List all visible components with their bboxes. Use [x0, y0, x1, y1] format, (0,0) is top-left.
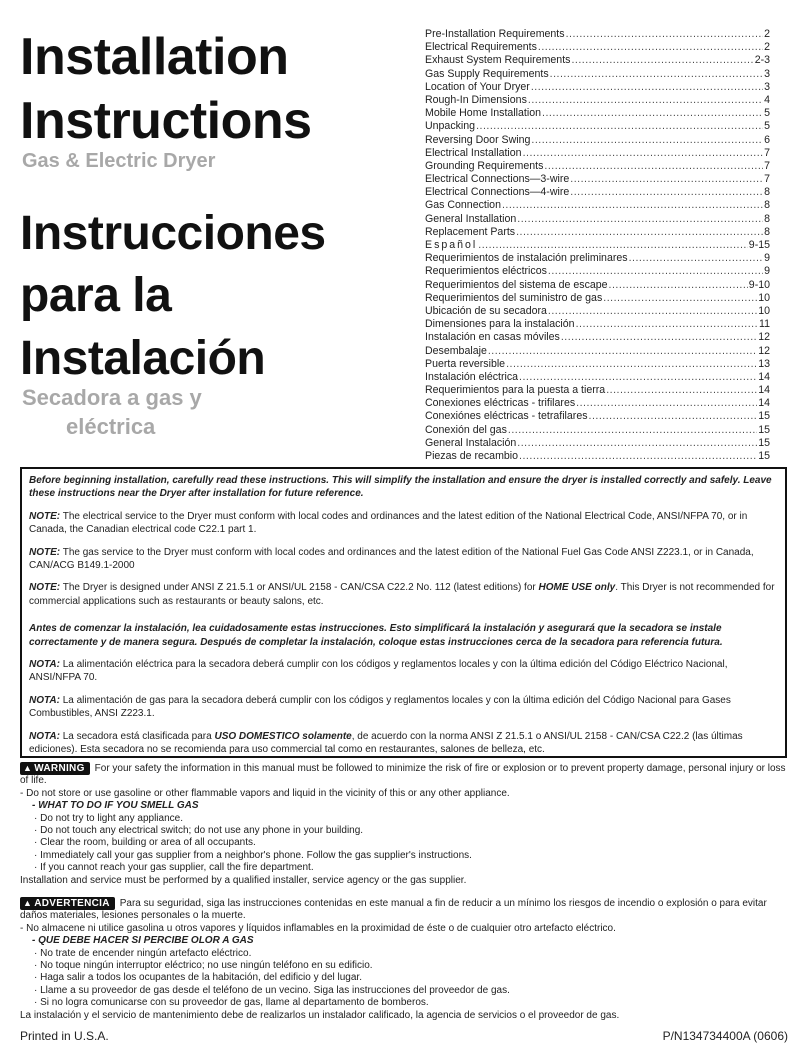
- toc-entry: [425, 107, 770, 120]
- table-of-contents: [425, 28, 770, 463]
- title-instalacion: Instalación: [20, 332, 266, 385]
- toc-dot-leader: [531, 134, 763, 146]
- subtitle-secadora-line2: eléctrica: [66, 414, 156, 439]
- toc-dot-leader: [519, 371, 757, 383]
- nota-text: , de acuerdo con la norma ANSI Z 21.5.1 o ANSI/UL 2158 - CAN/CSA C22.2 (las últimas ediciones). Esta secadora no se recomienda para uso commercial tal como en restaurantes, salones de belleza, etc.: [29, 730, 743, 756]
- toc-entry: [425, 28, 770, 41]
- toc-dot-leader: [538, 41, 763, 53]
- toc-entry: [425, 410, 770, 423]
- nota-label: NOTA:: [29, 659, 60, 671]
- note-label: NOTE:: [29, 582, 61, 594]
- toc-dot-leader: [548, 305, 757, 317]
- advertencia-closing: La instalación y el servicio de mantenimiento debe de realizarlos un instalador calificado, la agencia de servicios o el proveedor de gas.: [20, 1009, 620, 1021]
- toc-entry-label: Electrical Connections—3-wire: [425, 173, 570, 186]
- toc-entry-page: 9-10: [748, 278, 770, 291]
- english-lead-paragraph: Before beginning installation, carefully read these instructions. This will simplify the installation and ensure the dryer is installed correctly and safely. Leave these instructions near the Dryer after installation for future reference.: [29, 475, 772, 500]
- toc-dot-leader: [629, 252, 764, 264]
- warning-triangle-icon: ▲: [23, 898, 33, 908]
- toc-entry: [425, 226, 770, 239]
- title-para-la: para la: [20, 269, 172, 322]
- toc-entry: [425, 41, 770, 54]
- toc-entry-page: 9-15: [748, 239, 770, 251]
- toc-entry-label: Gas Connection: [425, 199, 501, 212]
- toc-entry-label: Electrical Connections—4-wire: [425, 186, 570, 199]
- list-item: · Immediately call your gas supplier from a neighbor's phone. Follow the gas supplier's instructions.: [34, 849, 472, 861]
- toc-entry: [425, 54, 770, 67]
- warning-steps-list: [20, 813, 790, 875]
- subtitle-secadora-line1: Secadora a gas y: [22, 385, 202, 410]
- toc-entry: [425, 371, 770, 384]
- note-label: NOTE:: [29, 510, 61, 522]
- toc-entry-page: 9: [764, 265, 770, 278]
- toc-entry-page: 7: [764, 146, 770, 159]
- toc-entry-label: General Instalación: [425, 436, 517, 449]
- uso-domestico-solamente: USO DOMESTICO solamente: [214, 730, 352, 742]
- list-item: · Do not try to light any appliance.: [34, 812, 183, 824]
- nota-text: La alimentación de gas para la secadora deberá cumplir con los códigos y reglamentos locales y con la última edición del Código Nacional para Gases Combustibles, ANSI Z223.1.: [29, 694, 731, 720]
- title-instrucciones: Instrucciones: [20, 207, 326, 260]
- toc-entry: [425, 147, 770, 160]
- toc-dot-leader: [476, 120, 763, 132]
- toc-entry-page: 3: [764, 67, 770, 80]
- toc-entry-page: 7: [764, 159, 770, 172]
- list-item: · Do not touch any electrical switch; do not use any phone in your building.: [34, 825, 364, 837]
- toc-entry-label: Ubicación de su secadora: [425, 304, 547, 317]
- toc-entry: [425, 120, 770, 133]
- toc-entry-page: 5: [764, 107, 770, 120]
- toc-entry-page: 9: [764, 252, 770, 265]
- toc-entry: [425, 305, 770, 318]
- toc-entry: [425, 199, 770, 212]
- toc-entry-label: Requerimientos de instalación preliminares: [425, 252, 628, 265]
- advertencia-intro-text: Para su seguridad, siga las instrucciones contenidas en este manual a fin de reducir a un mínimo los riesgos de incendio o explosión o para evitar daños materiales, lesiones personales o la muerte.: [20, 898, 767, 922]
- toc-entry-page: 8: [764, 212, 770, 225]
- toc-entry-label: Reversing Door Swing: [425, 133, 531, 146]
- english-note-electrical: [29, 510, 778, 537]
- toc-entry: [425, 358, 770, 371]
- list-item: · Clear the room, building or area of all occupants.: [34, 837, 256, 849]
- notes-box: [20, 467, 787, 758]
- toc-entry-label: Grounding Requirements: [425, 159, 544, 172]
- toc-entry-label: Rough-In Dimensions: [425, 93, 527, 106]
- toc-dot-leader: [566, 28, 764, 40]
- english-note-design: [29, 581, 778, 608]
- toc-entry-label: Mobile Home Installation: [425, 107, 541, 120]
- toc-entry-label: Puerta reversible: [425, 357, 506, 370]
- toc-dot-leader: [508, 424, 757, 436]
- toc-entry: [425, 450, 770, 463]
- toc-entry-page: 2-3: [754, 54, 770, 67]
- nota-text: La secadora está clasificada para: [62, 730, 212, 742]
- advertencia-steps-list: [20, 948, 790, 1010]
- toc-entry-page: 15: [758, 410, 770, 423]
- note-text: . This Dryer is not recommended for commercial applications such as restaurants or beauty salons, etc.: [29, 582, 775, 607]
- nota-label: NOTA:: [29, 694, 60, 706]
- toc-dot-leader: [550, 68, 763, 80]
- note-text: The Dryer is designed under ANSI Z 21.5.1 or ANSI/UL 2158 - CAN/CSA C22.2 No. 112 (latest editions) for: [62, 582, 536, 594]
- list-item: · If you cannot reach your gas supplier, call the fire department.: [34, 862, 314, 874]
- toc-dot-leader: [544, 160, 763, 172]
- toc-entry-label: Requerimientos del suministro de gas: [425, 291, 603, 304]
- toc-dot-leader: [502, 199, 763, 211]
- toc-entry: [425, 345, 770, 358]
- toc-entry-page: 7: [764, 173, 770, 186]
- toc-entry: [425, 384, 770, 397]
- toc-entry-page: 15: [758, 450, 770, 462]
- toc-dot-leader: [589, 410, 758, 422]
- toc-entry-label: Conexiones eléctricas - trifilares: [425, 397, 576, 410]
- toc-dot-leader: [516, 226, 763, 238]
- toc-entry-label: Location of Your Dryer: [425, 80, 530, 93]
- toc-entry: [425, 186, 770, 199]
- toc-dot-leader: [506, 358, 757, 370]
- toc-entry: [425, 173, 770, 186]
- toc-entry-label: Gas Supply Requirements: [425, 67, 549, 80]
- toc-entry: [425, 160, 770, 173]
- toc-dot-leader: [561, 331, 757, 343]
- toc-entry-page: 10: [758, 291, 770, 304]
- warning-badge: ▲ WARNING: [20, 762, 90, 775]
- toc-dot-leader: [603, 292, 757, 304]
- warning-intro: [20, 762, 790, 788]
- subtitle-gas-electric-dryer: Gas & Electric Dryer: [22, 150, 216, 172]
- toc-dot-leader: [576, 318, 758, 330]
- toc-entry-page: 14: [758, 397, 770, 410]
- advertencia-heading-olor-gas: - QUE DEBE HACER SI PERCIBE OLOR A GAS: [32, 935, 254, 947]
- toc-entry-page: 10: [758, 304, 770, 317]
- toc-entry: [425, 292, 770, 305]
- toc-dot-leader: [548, 265, 763, 277]
- toc-entry: [425, 81, 770, 94]
- toc-entry: [425, 331, 770, 344]
- toc-dot-leader: [488, 345, 757, 357]
- toc-entry: [425, 437, 770, 450]
- printed-in-usa: Printed in U.S.A.: [20, 1029, 109, 1043]
- toc-entry: [425, 252, 770, 265]
- advertencia-intro: [20, 897, 790, 923]
- list-item: · Llame a su proveedor de gas desde el teléfono de un vecino. Siga las instrucciones del proveedor de gas.: [34, 984, 510, 996]
- toc-entry: [425, 397, 770, 410]
- title-installation: Installation: [20, 28, 289, 86]
- toc-dot-leader: [528, 94, 763, 106]
- spanish-note-electrical: [29, 658, 778, 685]
- toc-entry-label: Electrical Installation: [425, 146, 522, 159]
- list-item: · Haga salir a todos los ocupantes de la habitación, del edificio y del lugar.: [34, 972, 362, 984]
- list-item: · Si no logra comunicarse con su proveedor de gas, llame al departamento de bomberos.: [34, 997, 429, 1009]
- title-instructions: Instructions: [20, 92, 312, 150]
- toc-entry: [425, 134, 770, 147]
- toc-entry-label: Piezas de recambio: [425, 450, 519, 462]
- list-item: · No trate de encender ningún artefacto eléctrico.: [34, 947, 252, 959]
- toc-entry-label: Conexiónes eléctricas - tetrafilares: [425, 410, 588, 423]
- list-item: · No toque ningún interruptor eléctrico; no use ningún teléfono en su edificio.: [34, 960, 373, 972]
- toc-entry-page: 11: [759, 318, 770, 331]
- toc-dot-leader: [542, 107, 763, 119]
- toc-dot-leader: [570, 173, 763, 185]
- warning-spanish: [20, 897, 790, 1022]
- toc-entry-page: 15: [758, 436, 770, 449]
- warning-heading-smell-gas: - WHAT TO DO IF YOU SMELL GAS: [32, 800, 199, 812]
- spanish-note-design: [29, 730, 778, 757]
- toc-entry-page: 14: [758, 384, 770, 397]
- toc-entry-label: Exhaust System Requirements: [425, 54, 571, 67]
- toc-entry-label: Requerimientos para la puesta a tierra: [425, 384, 606, 397]
- part-number: P/N134734400A (0606): [662, 1029, 788, 1043]
- toc-entry-label: Requerimientos del sistema de escape: [425, 278, 608, 291]
- advertencia-badge: ▲ ADVERTENCIA: [20, 897, 115, 910]
- toc-entry: [425, 68, 770, 81]
- toc-entry: [425, 318, 770, 331]
- toc-entry-page: 12: [758, 344, 770, 357]
- advertencia-item-gasolina: - No almacene ni utilice gasolina u otros vapores y líquidos inflamables en la proximidad de éste o de cualquier otro artefacto eléctrico.: [20, 922, 616, 934]
- warning-item-gasoline: - Do not store or use gasoline or other flammable vapors and liquid in the vicinity of this or any other appliance.: [20, 787, 510, 799]
- warning-english: [20, 762, 790, 887]
- toc-dot-leader: [478, 239, 748, 251]
- toc-entry: [425, 239, 770, 252]
- toc-entry-label: Desembalaje: [425, 344, 487, 357]
- toc-entry-page: 12: [758, 331, 770, 344]
- toc-entry-page: 6: [764, 133, 770, 146]
- note-label: NOTE:: [29, 546, 61, 558]
- toc-entry-page: 8: [764, 186, 770, 199]
- toc-entry-label: Replacement Parts: [425, 225, 516, 238]
- toc-entry: [425, 279, 770, 292]
- toc-dot-leader: [571, 54, 753, 66]
- spanish-note-gas: [29, 694, 778, 721]
- home-use-only: HOME USE only: [538, 582, 616, 594]
- toc-entry-label: General Installation: [425, 212, 517, 225]
- toc-entry-page: 5: [764, 120, 770, 133]
- toc-entry-label: Pre-Installation Requirements: [425, 28, 565, 40]
- toc-entry-label: Electrical Requirements: [425, 41, 537, 54]
- toc-entry-page: 8: [764, 225, 770, 238]
- toc-entry-label: Instalación eléctrica: [425, 370, 519, 383]
- toc-entry-label: Requerimientos eléctricos: [425, 265, 547, 278]
- toc-dot-leader: [576, 397, 757, 409]
- toc-entry: [425, 265, 770, 278]
- spanish-lead-paragraph: Antes de comenzar la instalación, lea cuidadosamente estas instrucciones. Esto simplificará la instalación y asegurará que la secadora se instale correctamente y de manera segura. Después de completar la instalación, coloque estas instrucciones cerca de la secadora para referencia futura.: [29, 623, 723, 648]
- note-text: The gas service to the Dryer must conform with local codes and ordinances and the latest edition of the National Fuel Gas Code ANSI Z223.1, or in Canada, CAN/ACG B149.1-2000: [29, 546, 754, 572]
- toc-entry: [425, 94, 770, 107]
- toc-entry-page: 2: [764, 41, 770, 54]
- toc-entry-page: 14: [758, 370, 770, 383]
- toc-entry: [425, 213, 770, 226]
- toc-entry-page: 3: [764, 80, 770, 93]
- toc-dot-leader: [606, 384, 757, 396]
- toc-entry-page: 13: [758, 357, 770, 370]
- toc-dot-leader: [609, 279, 748, 291]
- toc-entry-page: 15: [758, 423, 770, 436]
- toc-dot-leader: [517, 437, 757, 449]
- nota-label: NOTA:: [29, 730, 60, 742]
- warning-closing: Installation and service must be performed by a qualified installer, service agency or the gas supplier.: [20, 874, 467, 886]
- note-text: The electrical service to the Dryer must conform with local codes and ordinances and the latest edition of the National Electrical Code, ANSI/NFPA 70, or in Canada, the Canadian electrical code C22.1 part 1.: [29, 510, 748, 536]
- toc-dot-leader: [531, 81, 763, 93]
- toc-entry-page: 4: [764, 93, 770, 106]
- warning-intro-text: For your safety the information in this manual must be followed to minimize the risk of fire or explosion or to prevent property damage, personal injury or loss of life.: [20, 763, 786, 787]
- toc-dot-leader: [519, 450, 757, 462]
- toc-entry-label: Unpacking: [425, 120, 476, 133]
- toc-entry-label: Español: [425, 239, 478, 251]
- toc-entry-label: Instalación en casas móviles: [425, 331, 560, 344]
- toc-entry-label: Dimensiones para la instalación: [425, 318, 575, 331]
- toc-entry-page: 2: [764, 28, 770, 40]
- toc-entry-label: Conexión del gas: [425, 423, 507, 436]
- toc-dot-leader: [517, 213, 763, 225]
- nota-text: La alimentación eléctrica para la secadora deberá cumplir con los códigos y reglamentos locales y con la última edición del Código Eléctrico Nacional, ANSI/NFPA 70.: [29, 659, 728, 684]
- warning-triangle-icon: ▲: [23, 763, 33, 773]
- toc-dot-leader: [570, 186, 763, 198]
- toc-dot-leader: [523, 147, 764, 159]
- toc-entry: [425, 424, 770, 437]
- english-note-gas: [29, 546, 778, 573]
- toc-entry-page: 8: [764, 199, 770, 212]
